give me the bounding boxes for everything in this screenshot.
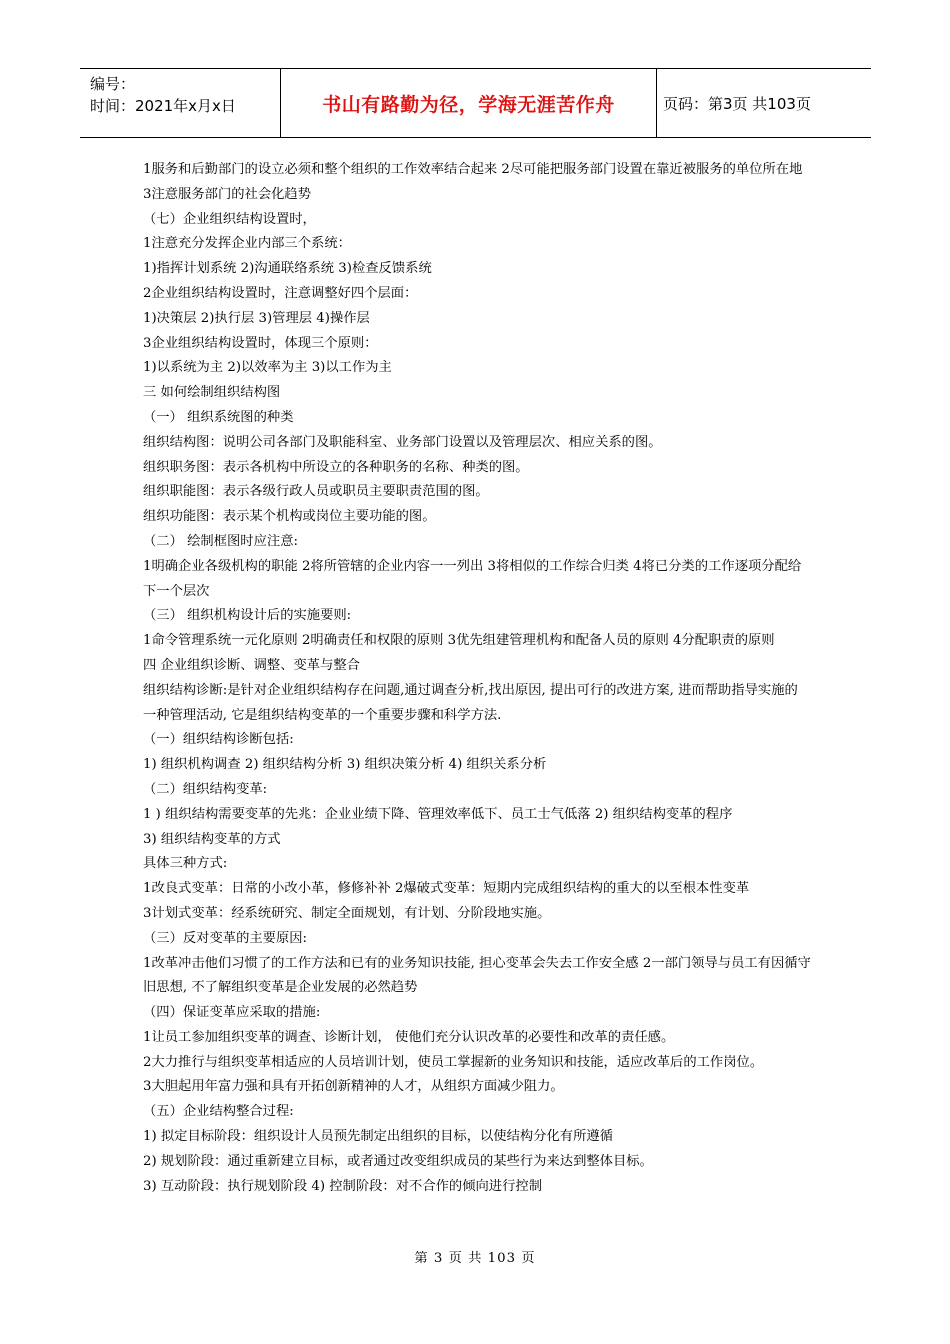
paragraph: 3企业组织结构设置时，体现三个原则： — [143, 335, 378, 351]
paragraph: 1明确企业各级机构的职能 2将所管辖的企业内容一一列出 3将相似的工作综合归类 4将已分类的工作逐项分配给下一个层次 — [143, 558, 802, 599]
document-number-label: 编号： — [90, 75, 136, 93]
page-header — [80, 68, 871, 138]
chapter-heading: 三 如何绘制组织结构图 — [143, 385, 281, 401]
paragraph: 具体三种方式: — [143, 856, 228, 872]
paragraph: 1)以系统为主 2)以效率为主 3)以工作为主 — [143, 360, 392, 376]
section-heading: （一）组织结构诊断包括: — [143, 732, 294, 748]
paragraph: 3大胆起用年富力强和具有开拓创新精神的人才，从组织方面减少阻力。 — [143, 1079, 564, 1095]
chapter-heading: 四 企业组织诊断、调整、变革与整合 — [143, 657, 360, 673]
section-heading: （二） 绘制框图时应注意: — [143, 533, 298, 549]
paragraph: 组织结构图：说明公司各部门及职能科室、业务部门设置以及管理层次、相应关系的图。 — [143, 434, 662, 450]
paragraph: 1) 拟定目标阶段：组织设计人员预先制定出组织的目标，以使结构分化有所遵循 — [143, 1129, 613, 1145]
paragraph: 1让员工参加组织变革的调查、诊断计划， 使他们充分认识改革的必要性和改革的责任感。 — [143, 1029, 675, 1045]
paragraph: 2企业组织结构设置时，注意调整好四个层面： — [143, 285, 418, 301]
section-heading: （三）反对变革的主要原因: — [143, 930, 308, 946]
header-motto: 书山有路勤为径，学海无涯苦作舟 — [281, 69, 657, 137]
paragraph: 组织职务图：表示各机构中所设立的各种职务的名称、种类的图。 — [143, 459, 529, 475]
paragraph: 3) 组织结构变革的方式 — [143, 831, 281, 847]
paragraph: 组织功能图：表示某个机构或岗位主要功能的图。 — [143, 509, 436, 525]
document-body — [143, 158, 811, 1199]
paragraph: 组织结构诊断:是针对企业组织结构存在问题,通过调查分析,找出原因, 提出可行的改进方案, 进而帮助指导实施的一种管理活动, 它是组织结构变革的一个重要步骤和科学方法. — [143, 682, 798, 723]
section-heading: （五）企业结构整合过程: — [143, 1104, 294, 1120]
section-heading: （三） 组织机构设计后的实施要则: — [143, 608, 352, 624]
header-page-code: 页码：第3页 共103页 — [663, 94, 811, 113]
paragraph: 1改良式变革：日常的小改小革，修修补补 2爆破式变革：短期内完成组织结构的重大的以至根本性变革 — [143, 881, 750, 897]
paragraph: 1) 组织机构调查 2) 组织结构分析 3) 组织决策分析 4) 组织关系分析 — [143, 757, 547, 773]
paragraph: 1)决策层 2)执行层 3)管理层 4)操作层 — [143, 310, 370, 326]
paragraph: 1注意充分发挥企业内部三个系统： — [143, 236, 351, 252]
document-date: 时间：2021年x月x日 — [90, 97, 236, 115]
paragraph: 1改革冲击他们习惯了的工作方法和已有的业务知识技能, 担心变革会失去工作安全感 2一部门领导与员工有因循守旧思想, 不了解组织变革是企业发展的必然趋势 — [143, 955, 811, 996]
paragraph: 1 ) 组织结构需要变革的先兆：企业业绩下降、管理效率低下、员工士气低落 2) 组织结构变革的程序 — [143, 806, 733, 822]
paragraph: 1)指挥计划系统 2)沟通联络系统 3)检查反馈系统 — [143, 261, 432, 277]
header-meta-cell — [80, 69, 281, 137]
page-footer: 第 3 页 共 103 页 — [414, 1251, 536, 1266]
paragraph: 3) 互动阶段：执行规划阶段 4) 控制阶段：对不合作的倾向进行控制 — [143, 1178, 542, 1194]
paragraph: 1服务和后勤部门的设立必须和整个组织的工作效率结合起来 2尽可能把服务部门设置在靠近被服务的单位所在地 3注意服务部门的社会化趋势 — [143, 162, 803, 202]
paragraph: 1命令管理系统一元化原则 2明确责任和权限的原则 3优先组建管理机构和配备人员的原则 4分配职责的原则 — [143, 633, 775, 649]
paragraph: 3计划式变革：经系统研究、制定全面规划，有计划、分阶段地实施。 — [143, 905, 551, 921]
section-heading: （二）组织结构变革: — [143, 781, 268, 797]
section-heading: （七）企业组织结构设置时， — [143, 211, 316, 227]
paragraph: 2) 规划阶段：通过重新建立目标，或者通过改变组织成员的某些行为来达到整体目标。 — [143, 1153, 653, 1169]
paragraph: 2大力推行与组织变革相适应的人员培训计划，使员工掌握新的业务知识和技能，适应改革后的工作岗位。 — [143, 1054, 764, 1070]
paragraph: 组织职能图：表示各级行政人员或职员主要职责范围的图。 — [143, 484, 489, 500]
section-heading: （一） 组织系统图的种类 — [143, 409, 294, 425]
section-heading: （四）保证变革应采取的措施: — [143, 1005, 321, 1021]
